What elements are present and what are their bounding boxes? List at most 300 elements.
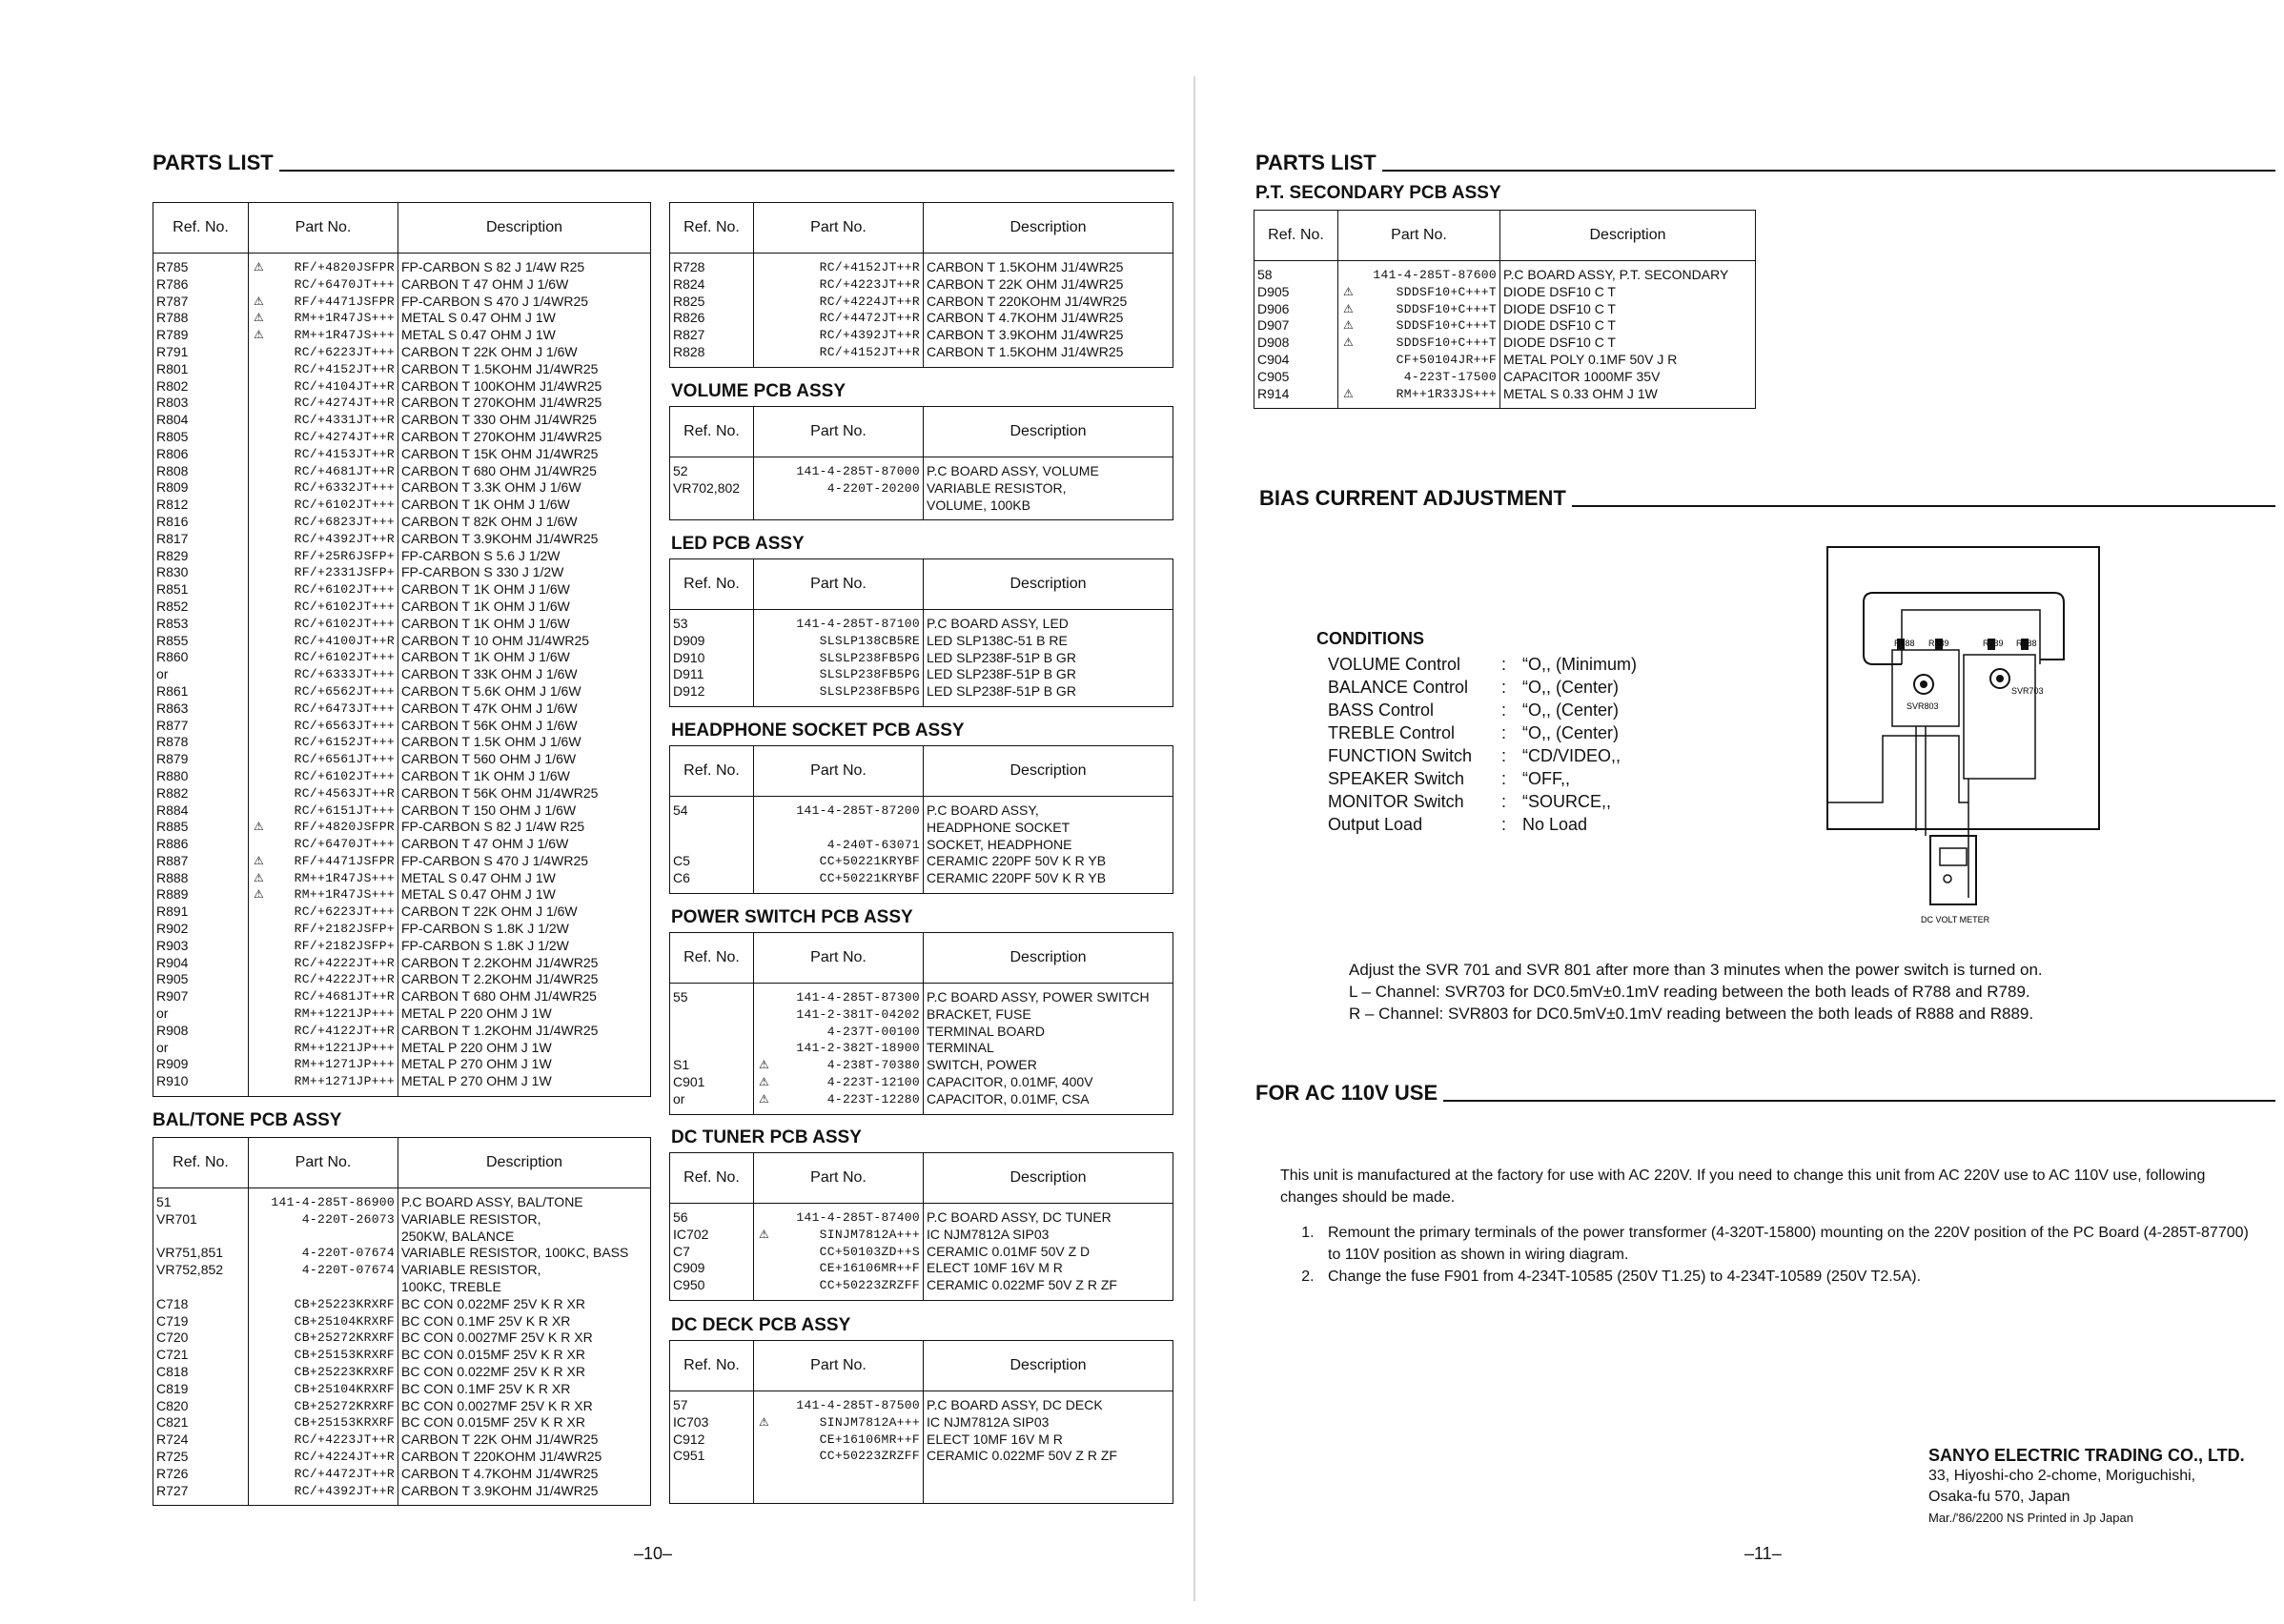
condition-label: SPEAKER Switch <box>1328 768 1465 788</box>
desc-cell: CARBON T 680 OHM J1/4WR25 <box>398 988 651 1005</box>
condition-row <box>1316 699 1637 721</box>
ref-cell: R877 <box>153 718 249 735</box>
desc-cell: DIODE DSF10 C T <box>1500 317 1756 335</box>
ref-cell: C950 <box>670 1277 754 1300</box>
table-row <box>153 412 651 429</box>
table-row <box>153 327 651 344</box>
ref-cell: R853 <box>153 616 249 633</box>
condition-colon: : <box>1501 791 1507 811</box>
part-number: RC/+4392JT++R <box>294 531 395 546</box>
desc-cell: VARIABLE RESISTOR, <box>398 1262 651 1279</box>
desc-cell: SOCKET, HEADPHONE <box>924 837 1173 854</box>
ref-cell: R812 <box>153 497 249 514</box>
part-cell <box>754 327 924 344</box>
table-row <box>1254 335 1756 352</box>
headphone-table <box>669 745 1173 894</box>
part-number: RC/+4152JT++R <box>294 361 395 376</box>
parts-list-title: PARTS LIST <box>1255 151 1377 174</box>
part-number: RM++1R47JS+++ <box>294 887 395 903</box>
part-number: RF/+2182JSFP+ <box>294 938 395 953</box>
part-number: 141-4-285T-87200 <box>796 803 920 818</box>
ref-cell: R801 <box>153 361 249 378</box>
condition-value: “OFF,, <box>1522 768 1570 788</box>
part-number: 4-238T-70380 <box>826 1058 920 1073</box>
table-row <box>153 1414 651 1431</box>
desc-cell: HEADPHONE SOCKET <box>924 820 1173 837</box>
ref-cell: C6 <box>670 870 754 893</box>
ref-cell: R914 <box>1254 386 1338 409</box>
part-number: RC/+6102JT+++ <box>294 650 395 665</box>
company-address-2: Osaka-fu 570, Japan <box>1928 1489 2070 1505</box>
part-number: RM++1271JP+++ <box>294 1057 395 1072</box>
ref-cell: R889 <box>153 886 249 903</box>
part-number: RM++1R47JS+++ <box>294 870 395 885</box>
desc-cell: DIODE DSF10 C T <box>1500 335 1756 352</box>
condition-label: Output Load <box>1328 814 1423 834</box>
part-cell <box>249 429 398 446</box>
ref-cell: R827 <box>670 327 754 344</box>
desc-cell: CARBON T 3.9KOHM J1/4WR25 <box>924 327 1173 344</box>
ref-cell: D911 <box>670 666 754 683</box>
desc-cell: CARBON T 22K OHM J 1/6W <box>398 344 651 361</box>
part-cell <box>1338 317 1500 335</box>
part-number: 141-4-285T-87100 <box>796 617 920 631</box>
safety-warning-icon: ⚠ <box>1343 318 1355 333</box>
label-meter: DC VOLT METER <box>1921 915 1990 924</box>
adjust-line-1: Adjust the SVR 701 and SVR 801 after more than 3 minutes when the power switch is turned on. <box>1349 961 2043 979</box>
part-cell <box>754 310 924 327</box>
ref-cell: R903 <box>153 938 249 955</box>
col-desc: Description <box>924 746 1173 797</box>
table-row <box>153 938 651 955</box>
condition-label: TREBLE Control <box>1328 722 1456 742</box>
table-row <box>153 1023 651 1040</box>
parts-list-title: PARTS LIST <box>153 151 274 174</box>
part-number: SDDSF10+C+++T <box>1396 301 1497 316</box>
part-number: SLSLP138CB5RE <box>819 633 920 648</box>
table-row <box>670 1204 1173 1227</box>
part-cell <box>754 683 924 706</box>
part-number: SDDSF10+C+++T <box>1396 284 1497 299</box>
part-number: RF/+4471JSFPR <box>294 853 395 868</box>
pt-secondary-title: P.T. SECONDARY PCB ASSY <box>1255 183 1501 203</box>
dcdeck-table <box>669 1340 1173 1504</box>
desc-cell: IC NJM7812A SIP03 <box>924 1414 1173 1431</box>
part-number: RC/+4472JT++R <box>294 1466 395 1481</box>
part-number: RC/+6102JT+++ <box>294 768 395 783</box>
safety-warning-icon: ⚠ <box>254 820 265 834</box>
table-row <box>670 1414 1173 1431</box>
ref-cell: C909 <box>670 1260 754 1277</box>
main-parts-table <box>153 202 651 1097</box>
desc-cell: CARBON T 150 OHM J 1/6W <box>398 802 651 820</box>
part-cell <box>249 988 398 1005</box>
part-cell <box>249 1262 398 1279</box>
ref-cell: R908 <box>153 1023 249 1040</box>
headphone-title: HEADPHONE SOCKET PCB ASSY <box>671 721 965 741</box>
part-cell <box>754 276 924 294</box>
condition-label: BALANCE Control <box>1328 677 1469 697</box>
table-row <box>153 548 651 565</box>
desc-cell: CARBON T 5.6K OHM J 1/6W <box>398 683 651 700</box>
part-cell <box>754 1260 924 1277</box>
col-part: Part No. <box>754 746 924 797</box>
part-number: RC/+4104JT++R <box>294 378 395 394</box>
part-cell <box>754 650 924 667</box>
desc-cell: CERAMIC 220PF 50V K R YB <box>924 870 1173 893</box>
part-number: RC/+6151JT+++ <box>294 802 395 818</box>
desc-cell: FP-CARBON S 82 J 1/4W R25 <box>398 819 651 836</box>
table-row <box>153 616 651 633</box>
ref-cell <box>670 820 754 837</box>
table-row <box>153 1398 651 1415</box>
ac110-title: FOR AC 110V USE <box>1255 1081 1438 1105</box>
conditions-block <box>1316 629 1637 836</box>
condition-colon: : <box>1501 768 1507 788</box>
table-row <box>153 903 651 921</box>
table-row <box>670 344 1173 367</box>
right-board <box>1964 655 2035 779</box>
ref-cell: D912 <box>670 683 754 706</box>
part-number: CC+50103ZD++S <box>819 1244 920 1259</box>
ref-cell: D907 <box>1254 317 1338 335</box>
part-number: RC/+4152JT++R <box>819 344 920 359</box>
ref-cell: R884 <box>153 802 249 820</box>
condition-colon: : <box>1501 700 1507 720</box>
ref-cell: 56 <box>670 1204 754 1227</box>
part-number: 4-237T-00100 <box>826 1024 920 1039</box>
part-number: 4-220T-26073 <box>301 1211 395 1227</box>
part-cell <box>754 870 924 893</box>
part-number: CC+50221KRYBF <box>819 854 920 869</box>
col-part: Part No. <box>754 559 924 610</box>
desc-cell: BC CON 0.0027MF 25V K R XR <box>398 1330 651 1347</box>
desc-cell: LED SLP238F-51P B GR <box>924 683 1173 706</box>
desc-cell: CARBON T 47K OHM J 1/6W <box>398 700 651 718</box>
part-cell <box>249 903 398 921</box>
part-number: RC/+6152JT+++ <box>294 735 395 750</box>
part-number: 4-220T-07674 <box>301 1246 395 1261</box>
part-cell <box>754 1431 924 1449</box>
ref-cell: C721 <box>153 1347 249 1364</box>
part-number: CB+25153KRXRF <box>294 1415 395 1431</box>
desc-cell: CARBON T 330 OHM J1/4WR25 <box>398 412 651 429</box>
desc-cell: METAL S 0.47 OHM J 1W <box>398 327 651 344</box>
ref-cell: R830 <box>153 564 249 581</box>
table-row <box>670 1431 1173 1449</box>
ref-cell: 54 <box>670 797 754 820</box>
ref-cell: R803 <box>153 395 249 412</box>
safety-warning-icon: ⚠ <box>1343 301 1355 315</box>
desc-cell: CERAMIC 220PF 50V K R YB <box>924 853 1173 870</box>
col-desc: Description <box>398 203 651 254</box>
desc-cell: LED SLP138C-51 B RE <box>924 633 1173 650</box>
ref-cell: R880 <box>153 768 249 785</box>
part-number: 4-223T-17500 <box>1403 369 1497 384</box>
desc-cell: DIODE DSF10 C T <box>1500 284 1756 301</box>
ref-cell: 58 <box>1254 261 1338 284</box>
desc-cell: CAPACITOR, 0.01MF, CSA <box>924 1091 1173 1114</box>
part-cell <box>249 633 398 650</box>
part-number: CB+25272KRXRF <box>294 1398 395 1413</box>
table-row <box>153 718 651 735</box>
part-cell <box>1338 335 1500 352</box>
table-row <box>1254 284 1756 301</box>
ref-cell: R885 <box>153 819 249 836</box>
part-number: 141-4-285T-87000 <box>796 464 920 478</box>
part-cell <box>249 479 398 497</box>
part-cell <box>249 1073 398 1096</box>
condition-value: “CD/VIDEO,, <box>1522 745 1621 765</box>
part-cell <box>249 1211 398 1228</box>
part-number: RC/+4392JT++R <box>819 328 920 343</box>
label-r789: R789 <box>1983 639 2004 648</box>
desc-cell: CARBON T 220KOHM J1/4WR25 <box>398 1449 651 1466</box>
table-row <box>670 610 1173 633</box>
part-cell <box>754 984 924 1006</box>
part-cell <box>754 797 924 820</box>
table-row <box>670 310 1173 327</box>
col-part: Part No. <box>754 407 924 457</box>
part-cell <box>249 718 398 735</box>
ref-cell: C904 <box>1254 352 1338 369</box>
ref-cell: R828 <box>670 344 754 367</box>
ac110-body <box>1280 1165 2262 1288</box>
desc-cell: VOLUME, 100KB <box>924 497 1173 520</box>
part-number: RC/+4222JT++R <box>294 972 395 987</box>
part-cell <box>754 1448 924 1503</box>
condition-colon: : <box>1501 814 1507 834</box>
ref-cell: R724 <box>153 1431 249 1449</box>
part-cell <box>754 294 924 311</box>
ref-cell: VR702,802 <box>670 480 754 497</box>
ref-cell: C718 <box>153 1296 249 1313</box>
desc-cell: METAL S 0.33 OHM J 1W <box>1500 386 1756 409</box>
part-cell <box>249 1023 398 1040</box>
part-number: RC/+4681JT++R <box>294 463 395 478</box>
part-cell <box>249 836 398 853</box>
safety-warning-icon: ⚠ <box>254 870 265 884</box>
col-desc: Description <box>398 1138 651 1188</box>
safety-warning-icon: ⚠ <box>254 311 265 325</box>
part-number: SDDSF10+C+++T <box>1396 335 1497 351</box>
condition-colon: : <box>1501 677 1507 697</box>
table-row <box>153 446 651 463</box>
ref-cell: R887 <box>153 853 249 870</box>
part-number: RF/+2182JSFP+ <box>294 922 395 937</box>
col-ref: Ref. No. <box>153 203 249 254</box>
part-number: 4-223T-12100 <box>826 1074 920 1089</box>
part-number: RC/+6562JT+++ <box>294 683 395 699</box>
desc-cell: FP-CARBON S 82 J 1/4W R25 <box>398 254 651 276</box>
label-r888: R888 <box>1894 639 1915 648</box>
table-row <box>670 1040 1173 1057</box>
svr803-trimmer-center <box>1920 680 1927 688</box>
safety-warning-icon: ⚠ <box>759 1074 770 1088</box>
part-number: RM++1R33JS+++ <box>1396 386 1497 401</box>
part-cell <box>754 497 924 520</box>
table-row <box>670 853 1173 870</box>
part-number: SDDSF10+C+++T <box>1396 318 1497 334</box>
ref-cell <box>153 1279 249 1296</box>
parts-list-header-right <box>1255 151 2275 175</box>
part-cell <box>754 344 924 367</box>
part-number: SINJM7812A+++ <box>819 1227 920 1242</box>
part-number: RC/+4274JT++R <box>294 396 395 411</box>
table-row <box>153 853 651 870</box>
col-part: Part No. <box>754 933 924 984</box>
ref-cell: R902 <box>153 921 249 938</box>
part-cell <box>249 870 398 887</box>
ref-cell: R809 <box>153 479 249 497</box>
part-number: RC/+4274JT++R <box>294 429 395 444</box>
volume-title: VOLUME PCB ASSY <box>671 381 846 401</box>
part-number: 141-4-285T-86900 <box>271 1195 395 1209</box>
part-cell <box>754 853 924 870</box>
table-row <box>670 497 1173 520</box>
ref-cell: R808 <box>153 463 249 480</box>
part-cell <box>249 921 398 938</box>
table-row <box>1254 261 1756 284</box>
safety-warning-icon: ⚠ <box>1343 335 1355 350</box>
table-row <box>153 870 651 887</box>
desc-cell: VARIABLE RESISTOR, <box>398 1211 651 1228</box>
table-row <box>670 820 1173 837</box>
part-number: RC/+6333JT+++ <box>294 667 395 682</box>
page-fold <box>1193 76 1195 1601</box>
part-cell <box>249 768 398 785</box>
ref-cell <box>153 1228 249 1246</box>
col-part: Part No. <box>1338 211 1500 261</box>
page-number: –10– <box>634 1544 673 1563</box>
part-cell <box>249 548 398 565</box>
part-number: SLSLP238FB5PG <box>819 650 920 665</box>
desc-cell: CARBON T 3.9KOHM J1/4WR25 <box>398 531 651 548</box>
part-number: RC/+6223JT+++ <box>294 904 395 920</box>
ref-cell: R829 <box>153 548 249 565</box>
ref-cell: R909 <box>153 1056 249 1073</box>
part-number: 141-4-285T-87400 <box>796 1210 920 1225</box>
table-row <box>153 429 651 446</box>
power-table <box>669 932 1173 1115</box>
ref-cell: R791 <box>153 344 249 361</box>
ref-cell: S1 <box>670 1057 754 1074</box>
ac110-step-2: 2. Change the fuse F901 from 4-234T-10585 (250V T1.25) to 4-234T-10589 (250V T2.5A). <box>1318 1266 2262 1288</box>
part-cell <box>1338 352 1500 369</box>
part-cell <box>249 1313 398 1330</box>
ref-cell: C912 <box>670 1431 754 1449</box>
desc-cell: CARBON T 1.5KOHM J1/4WR25 <box>924 254 1173 276</box>
condition-row <box>1316 813 1637 836</box>
part-cell <box>249 649 398 666</box>
table-row <box>1254 386 1756 409</box>
ref-cell: R888 <box>153 870 249 887</box>
ref-cell <box>670 837 754 854</box>
col-part: Part No. <box>754 203 924 254</box>
ref-cell: R863 <box>153 700 249 718</box>
desc-cell: FP-CARBON S 1.8K J 1/2W <box>398 921 651 938</box>
desc-cell: CARBON T 22K OHM J 1/6W <box>398 903 651 921</box>
desc-cell: CARBON T 1K OHM J 1/6W <box>398 581 651 599</box>
dctuner-title: DC TUNER PCB ASSY <box>671 1127 862 1147</box>
table-row <box>670 276 1173 294</box>
part-cell <box>249 683 398 700</box>
ref-cell: R886 <box>153 836 249 853</box>
part-cell <box>754 837 924 854</box>
safety-warning-icon: ⚠ <box>1343 284 1355 298</box>
part-cell <box>249 1347 398 1364</box>
part-cell <box>249 700 398 718</box>
desc-cell: BRACKET, FUSE <box>924 1006 1173 1024</box>
condition-row <box>1316 653 1637 676</box>
part-number: CB+25272KRXRF <box>294 1330 395 1346</box>
table-row <box>153 254 651 276</box>
table-row <box>670 797 1173 820</box>
table-row <box>153 988 651 1005</box>
table-row <box>670 480 1173 497</box>
ref-cell: R787 <box>153 294 249 311</box>
table-row <box>153 378 651 396</box>
desc-cell: ELECT 10MF 16V M R <box>924 1431 1173 1449</box>
ref-cell: R825 <box>670 294 754 311</box>
table-row <box>153 768 651 785</box>
table-row <box>153 1330 651 1347</box>
ref-cell: C720 <box>153 1330 249 1347</box>
desc-cell: 250KW, BALANCE <box>398 1228 651 1246</box>
ref-cell: VR701 <box>153 1211 249 1228</box>
part-cell <box>249 361 398 378</box>
table-row <box>153 479 651 497</box>
part-cell <box>249 1414 398 1431</box>
desc-cell: FP-CARBON S 470 J 1/4WR25 <box>398 294 651 311</box>
ref-cell: C901 <box>670 1074 754 1091</box>
ref-cell: R882 <box>153 785 249 802</box>
label-svr703: SVR703 <box>2011 686 2044 696</box>
part-cell <box>754 1091 924 1114</box>
table-row <box>670 1260 1173 1277</box>
desc-cell: FP-CARBON S 470 J 1/4WR25 <box>398 853 651 870</box>
table-row <box>153 700 651 718</box>
part-cell <box>1338 301 1500 318</box>
chassis-outline <box>1827 736 1968 802</box>
desc-cell: BC CON 0.1MF 25V K R XR <box>398 1313 651 1330</box>
baltone-table <box>153 1137 651 1506</box>
company-block <box>1928 1445 2272 1529</box>
col-ref: Ref. No. <box>670 746 754 797</box>
desc-cell: P.C BOARD ASSY, DC TUNER <box>924 1204 1173 1227</box>
ref-cell: R806 <box>153 446 249 463</box>
power-title: POWER SWITCH PCB ASSY <box>671 907 913 927</box>
table-row <box>153 276 651 294</box>
part-cell <box>249 1483 398 1506</box>
table-row <box>670 254 1173 276</box>
col-ref: Ref. No. <box>670 203 754 254</box>
part-cell <box>249 599 398 616</box>
part-number: CB+25223KRXRF <box>294 1296 395 1311</box>
table-row <box>670 683 1173 706</box>
desc-cell: VARIABLE RESISTOR, 100KC, BASS <box>398 1245 651 1262</box>
ref-cell: R905 <box>153 971 249 988</box>
part-cell <box>249 327 398 344</box>
condition-label: VOLUME Control <box>1328 654 1461 674</box>
part-cell <box>754 820 924 837</box>
part-cell <box>249 1296 398 1313</box>
desc-cell: CARBON T 1K OHM J 1/6W <box>398 768 651 785</box>
part-cell <box>249 1466 398 1483</box>
part-cell <box>754 1204 924 1227</box>
desc-cell: BC CON 0.015MF 25V K R XR <box>398 1414 651 1431</box>
part-cell <box>754 610 924 633</box>
